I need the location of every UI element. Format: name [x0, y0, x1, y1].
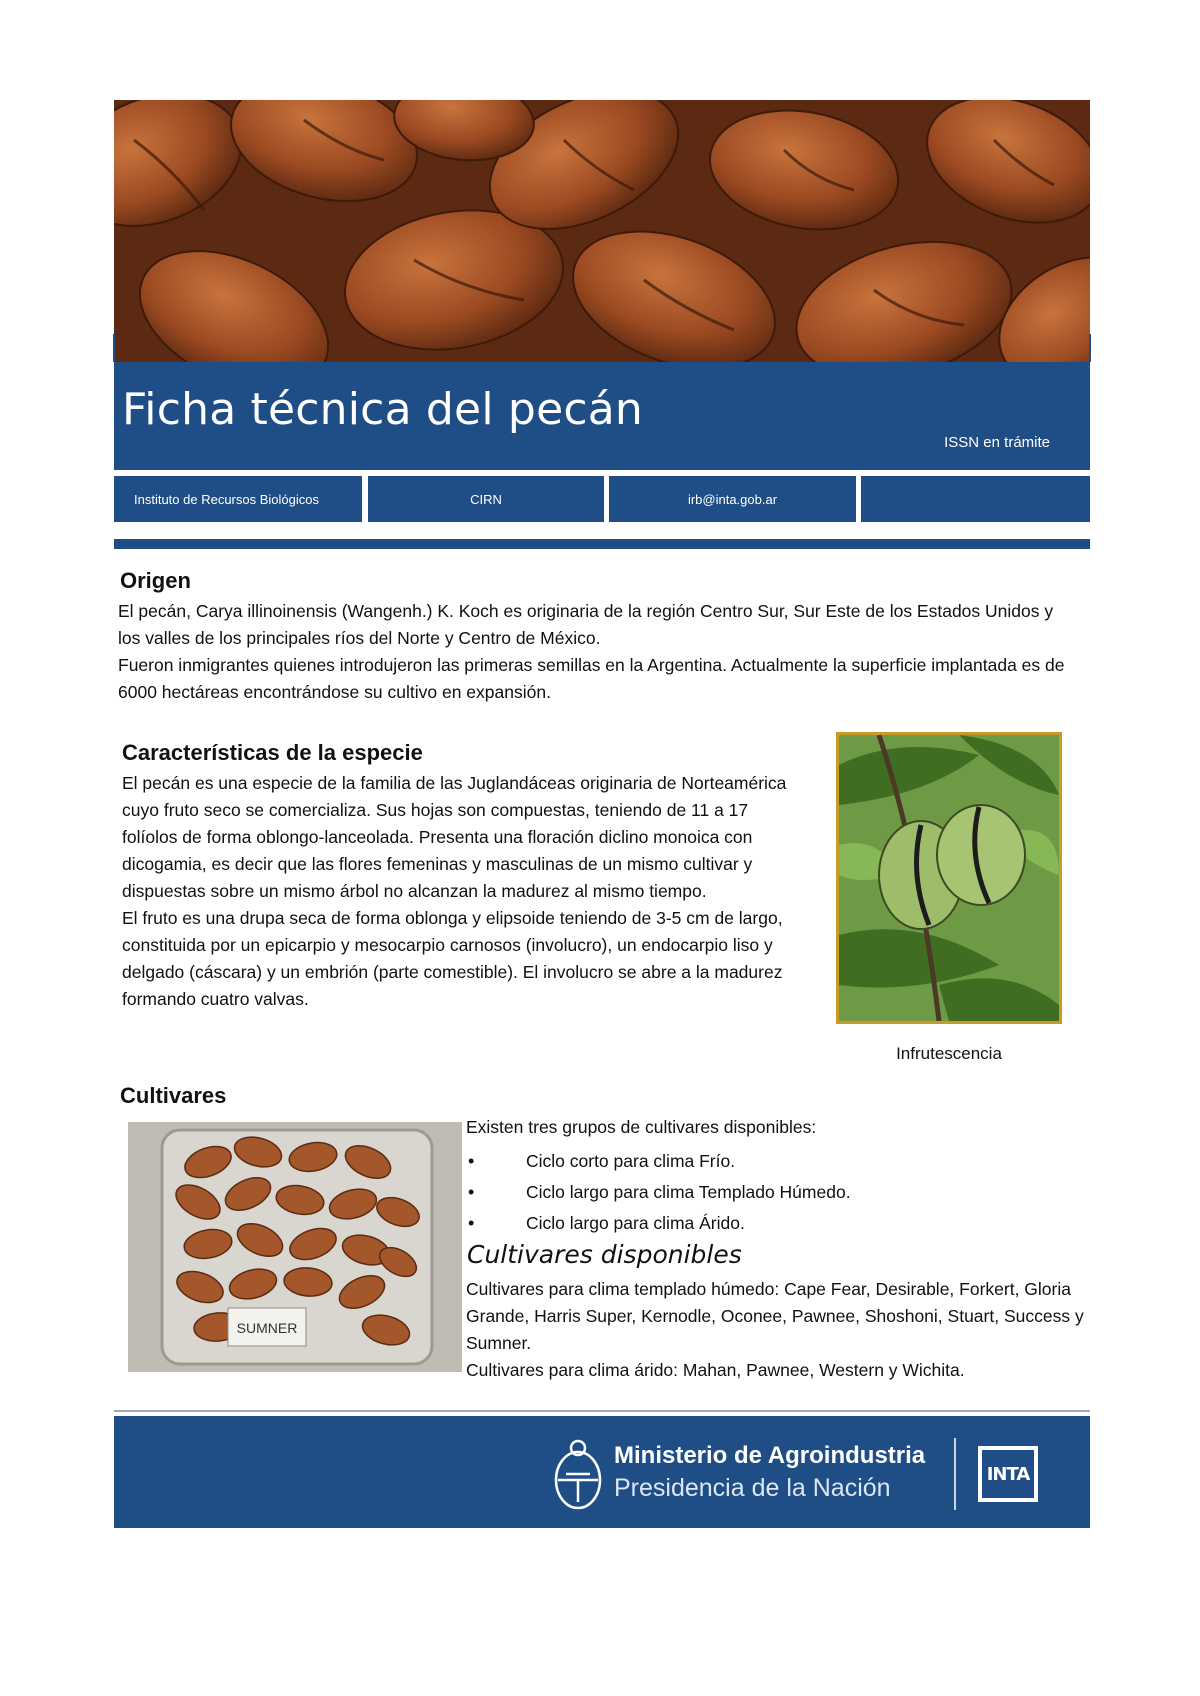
section-title-cultivares: Cultivares — [120, 1083, 227, 1108]
list-item: • Ciclo largo para clima Árido. — [466, 1208, 1086, 1239]
institute-name: Instituto de Recursos Biológicos — [134, 491, 319, 507]
caracteristicas-paragraph-1: El pecán es una especie de la familia de las Juglandáceas originaria de Norteamérica cuyo fruto seco se comercializa. Sus hojas son compuestas, teniendo de 11 a 17 folíolos de forma oblongo-lanceolada. Presenta una floración diclino monoica con dicogamia, es decir que las flores femeninas y masculinas de un mismo cultivar y dispuestas sobre un mismo árbol no alcanzan la madurez al mismo tiempo. — [122, 773, 787, 901]
origen-paragraph-2: Fueron inmigrantes quienes introdujeron las primeras semillas en la Argentina. Actualmente la superficie implantada es de 6000 hectáreas encontrándose su cultivo en expansión. — [118, 655, 1065, 702]
title-band — [114, 362, 1090, 470]
inta-logo: INTA — [978, 1446, 1038, 1502]
ministry-name: Ministerio de Agroindustria — [614, 1442, 926, 1469]
footer-divider — [954, 1438, 956, 1510]
info-cell-email — [609, 476, 856, 522]
cultivar-groups-list — [466, 1146, 1086, 1239]
infrutescencia-photo — [836, 732, 1062, 1024]
contact-email: irb@inta.gob.ar — [687, 491, 778, 507]
cultivar-sample-photo — [128, 1122, 462, 1372]
subsection-title-disponibles: Cultivares disponibles — [467, 1240, 742, 1269]
info-cell-empty — [861, 476, 1090, 522]
caracteristicas-body — [122, 770, 787, 1013]
info-cell-center — [368, 476, 604, 522]
sample-label: SUMNER — [236, 1320, 298, 1336]
center-name: CIRN — [470, 491, 502, 507]
caracteristicas-paragraph-2: El fruto es una drupa seca de forma oblonga y elipsoide teniendo de 3-5 cm de largo, constituida por un epicarpio y mesocarpio carnosos (involucro), un endocarpio liso y delgado (cáscara) y un embrión (parte comestible). El involucro se abre a la madurez formando cuatro valvas. — [122, 908, 783, 1009]
cultivares-intro: Existen tres grupos de cultivares disponibles: — [466, 1117, 817, 1137]
presidency-name: Presidencia de la Nación — [614, 1474, 891, 1502]
origen-body — [118, 598, 1078, 706]
separator-bar — [114, 539, 1090, 549]
nut-tray-graphic — [128, 1122, 462, 1372]
list-item: • Ciclo corto para clima Frío. — [466, 1146, 1086, 1177]
pecan-photo-graphic — [114, 100, 1090, 362]
footer-top-line — [114, 1410, 1090, 1412]
section-title-origen: Origen — [120, 568, 191, 593]
info-cell-institute — [114, 476, 362, 522]
section-title-caracteristicas: Características de la especie — [122, 740, 423, 765]
document-title: Ficha técnica del pecán — [122, 384, 643, 435]
footer-band — [114, 1416, 1090, 1528]
cultivares-humedo: Cultivares para clima templado húmedo: Cape Fear, Desirable, Forkert, Gloria Grande, Harris Super, Kernodle, Oconee, Pawnee, Shoshoni, Stuart, Success y Sumner. — [466, 1279, 1084, 1353]
green-fruit-graphic — [839, 735, 1059, 1021]
list-item: • Ciclo largo para clima Templado Húmedo. — [466, 1177, 1086, 1208]
infrutescencia-caption: Infrutescencia — [896, 1044, 1002, 1063]
hero-pecan-photo — [114, 100, 1090, 362]
origen-paragraph-1: El pecán, Carya illinoinensis (Wangenh.) K. Koch es originaria de la región Centro Sur, Sur Este de los Estados Unidos y los valles de los principales ríos del Norte y Centro de México. — [118, 601, 1054, 648]
issn-label: ISSN en trámite — [944, 434, 1050, 451]
cultivares-disponibles-body — [466, 1276, 1090, 1384]
national-seal-icon — [548, 1434, 608, 1516]
cultivares-arido: Cultivares para clima árido: Mahan, Pawnee, Western y Wichita. — [466, 1360, 965, 1380]
